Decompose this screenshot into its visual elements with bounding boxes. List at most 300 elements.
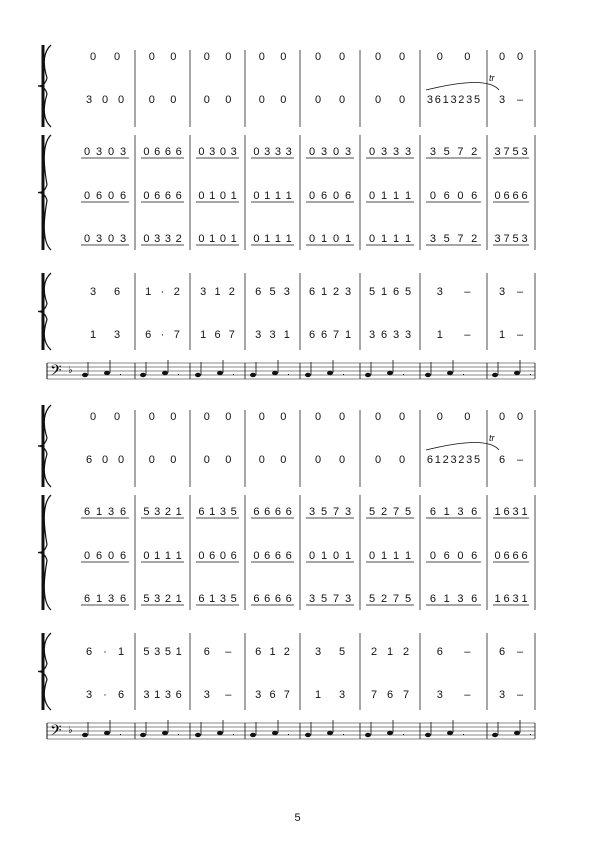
jianpu-note: 0	[253, 550, 260, 562]
jianpu-note: 3	[89, 286, 97, 298]
rest-icon: ․	[287, 367, 291, 377]
bass-note	[272, 731, 278, 735]
jianpu-note: 6	[471, 506, 478, 518]
jianpu-note: 0	[338, 94, 346, 106]
jianpu-note: –	[516, 329, 524, 341]
jianpu-note: 2	[228, 286, 235, 298]
jianpu-note: 2	[164, 506, 171, 518]
jianpu-note: 0	[203, 94, 210, 106]
rest-icon: ․	[342, 367, 346, 377]
jianpu-note: 0	[225, 411, 232, 423]
jianpu-note: 1	[95, 506, 103, 518]
jianpu-note: 1	[117, 646, 125, 658]
jianpu-note: 5	[368, 506, 376, 518]
jianpu-note: –	[516, 646, 524, 658]
jianpu-note: 2	[380, 593, 388, 605]
rest-icon: ․	[402, 367, 406, 377]
jianpu-note: ·	[103, 689, 107, 701]
jianpu-note: 0	[253, 190, 260, 202]
jianpu-note: 3	[404, 146, 412, 158]
jianpu-note: 0	[253, 233, 260, 245]
jianpu-note: 6	[264, 550, 271, 562]
jianpu-note: 1	[443, 593, 450, 605]
jianpu-note: 0	[203, 51, 210, 63]
jianpu-note: 5	[474, 454, 481, 466]
jianpu-note: 6	[274, 506, 281, 518]
rest-icon: ․	[342, 727, 346, 737]
jianpu-note: 5	[164, 646, 171, 658]
jianpu-note: 6	[503, 506, 510, 518]
jianpu-note: 0	[368, 550, 376, 562]
jianpu-note: 0	[464, 411, 471, 423]
jianpu-note: 3	[164, 233, 171, 245]
jianpu-note: 6	[392, 286, 400, 298]
jianpu-note: 3	[209, 146, 216, 158]
jianpu-note: 6	[498, 646, 506, 658]
jianpu-note: 1	[380, 550, 388, 562]
jianpu-note: 6	[308, 286, 316, 298]
jianpu-note: 5	[143, 593, 150, 605]
jianpu-note: 2	[471, 146, 478, 158]
jianpu-note: 5	[512, 146, 519, 158]
jianpu-note: 3	[457, 593, 464, 605]
jianpu-note: 0	[143, 146, 150, 158]
jianpu-note: –	[516, 454, 524, 466]
jianpu-note: 5	[143, 506, 150, 518]
rest-icon: ․	[119, 727, 123, 737]
bass-note	[104, 371, 110, 375]
flat-sign-icon: ♭	[68, 365, 73, 376]
flat-sign-icon: ♭	[68, 725, 73, 736]
jianpu-note: 6	[117, 689, 125, 701]
jianpu-note: 7	[402, 689, 410, 701]
jianpu-note: 1	[145, 286, 152, 298]
jianpu-note: 1	[209, 506, 216, 518]
jianpu-note: 7	[370, 689, 378, 701]
jianpu-note: 3	[154, 233, 161, 245]
jianpu-note: 1	[380, 233, 388, 245]
jianpu-note: 3	[203, 689, 210, 701]
jianpu-note: 3	[457, 506, 464, 518]
jianpu-note: 1	[320, 286, 328, 298]
jianpu-note: 0	[258, 94, 265, 106]
jianpu-note: 7	[283, 689, 290, 701]
jianpu-note: 3	[230, 146, 237, 158]
jianpu-note: 1	[404, 190, 412, 202]
jianpu-note: 0	[368, 146, 376, 158]
jianpu-note: 1	[209, 233, 216, 245]
jianpu-note: 1	[344, 233, 352, 245]
jianpu-note: 6	[198, 506, 205, 518]
jianpu-note: 0	[170, 51, 177, 63]
jianpu-note: 3	[320, 146, 328, 158]
jianpu-note: 0	[374, 94, 382, 106]
jianpu-note: 1	[214, 286, 221, 298]
jianpu-note: 5	[404, 286, 412, 298]
jianpu-note: 7	[392, 593, 400, 605]
jianpu-note: 6	[119, 593, 127, 605]
jianpu-note: 5	[443, 146, 450, 158]
jianpu-note: 3	[436, 286, 443, 298]
jianpu-note: 3	[314, 646, 322, 658]
jianpu-note: 1	[392, 550, 400, 562]
jianpu-note: 0	[143, 550, 150, 562]
jianpu-note: 3	[285, 146, 292, 158]
jianpu-note: –	[464, 689, 471, 701]
jianpu-note: 0	[280, 51, 287, 63]
jianpu-note: 6	[320, 329, 328, 341]
jianpu-note: 1	[392, 233, 400, 245]
jianpu-note: 7	[332, 506, 340, 518]
jianpu-note: 2	[402, 646, 410, 658]
bass-note	[387, 731, 393, 735]
bass-note	[217, 731, 223, 735]
jianpu-note: 6	[285, 593, 292, 605]
bass-note	[217, 371, 223, 375]
jianpu-note: 6	[512, 550, 519, 562]
jianpu-note: 6	[436, 646, 443, 658]
jianpu-note: 6	[85, 646, 93, 658]
jianpu-note: 6	[164, 146, 171, 158]
jianpu-note: 6	[443, 550, 450, 562]
jianpu-note: 0	[107, 550, 115, 562]
jianpu-note: 3	[154, 593, 161, 605]
rest-icon: ․	[462, 727, 466, 737]
jianpu-note: 0	[314, 94, 322, 106]
jianpu-note: 5	[230, 593, 237, 605]
rest-icon: ․	[287, 727, 291, 737]
jianpu-note: 6	[253, 593, 260, 605]
jianpu-note: 1	[404, 233, 412, 245]
jianpu-note: 0	[516, 411, 524, 423]
jianpu-note: ·	[160, 329, 165, 341]
jianpu-note: 5	[230, 506, 237, 518]
jianpu-note: 6	[521, 190, 528, 202]
jianpu-note: 6	[498, 454, 506, 466]
jianpu-note: 6	[434, 94, 441, 106]
jianpu-note: 6	[503, 190, 510, 202]
jianpu-note: 2	[442, 454, 449, 466]
jianpu-note: 0	[308, 550, 316, 562]
jianpu-note: 0	[225, 51, 232, 63]
jianpu-note: 3	[219, 506, 226, 518]
jianpu-note: 0	[258, 411, 265, 423]
jianpu-note: 0	[117, 94, 125, 106]
jianpu-note: 1	[285, 233, 292, 245]
jianpu-note: 6	[426, 454, 433, 466]
jianpu-note: 1	[436, 329, 443, 341]
rest-icon: ․	[529, 367, 533, 377]
jianpu-note: 6	[83, 506, 91, 518]
jianpu-note: 0	[494, 190, 501, 202]
jianpu-note: 6	[443, 190, 450, 202]
jianpu-note: 0	[89, 51, 97, 63]
jianpu-note: 6	[471, 550, 478, 562]
rest-icon: ․	[119, 367, 123, 377]
rest-icon: ․	[402, 727, 406, 737]
jianpu-note: 0	[101, 94, 109, 106]
jianpu-note: 1	[386, 646, 394, 658]
jianpu-note: 6	[83, 593, 91, 605]
jianpu-note: 7	[457, 146, 464, 158]
jianpu-note: 6	[154, 190, 161, 202]
jianpu-note: 1	[521, 506, 528, 518]
jianpu-note: –	[516, 94, 524, 106]
jianpu-note: 6	[85, 454, 93, 466]
jianpu-note: 5	[320, 593, 328, 605]
jianpu-note: 2	[471, 233, 478, 245]
jianpu-note: 7	[457, 233, 464, 245]
jianpu-note: 7	[332, 593, 340, 605]
jianpu-note: –	[225, 689, 232, 701]
jianpu-note: 6	[230, 550, 237, 562]
jianpu-note: 0	[83, 146, 91, 158]
jianpu-note: 3	[308, 593, 316, 605]
jianpu-note: 0	[219, 190, 226, 202]
jianpu-note: 3	[436, 689, 443, 701]
jianpu-note: 0	[429, 190, 436, 202]
jianpu-note: 5	[404, 593, 412, 605]
jianpu-note: 0	[83, 550, 91, 562]
jianpu-note: 6	[175, 689, 182, 701]
jianpu-note: 6	[203, 646, 210, 658]
jianpu-note: 3	[344, 506, 352, 518]
jianpu-note: 5	[320, 506, 328, 518]
jianpu-note: 3	[344, 593, 352, 605]
rest-icon: ․	[232, 367, 236, 377]
jianpu-note: 6	[198, 593, 205, 605]
jianpu-note: 1	[404, 550, 412, 562]
jianpu-note: 0	[368, 190, 376, 202]
jianpu-note: 0	[429, 550, 436, 562]
jianpu-note: 3	[119, 233, 127, 245]
jianpu-note: 3	[119, 146, 127, 158]
bass-note	[250, 373, 256, 377]
jianpu-note: 3	[85, 689, 93, 701]
jianpu-note: 5	[368, 593, 376, 605]
jianpu-note: 0	[170, 411, 177, 423]
jianpu-note: 5	[143, 646, 150, 658]
jianpu-note: 0	[398, 51, 406, 63]
jianpu-note: 0	[107, 146, 115, 158]
jianpu-note: 6	[113, 286, 121, 298]
jianpu-note: 1	[344, 550, 352, 562]
jianpu-note: 3	[494, 146, 501, 158]
jianpu-note: 3	[283, 286, 290, 298]
jianpu-note: 6	[471, 593, 478, 605]
tie-arc	[426, 83, 499, 91]
jianpu-note: 7	[173, 329, 180, 341]
jianpu-note: 3	[274, 146, 281, 158]
bass-note	[162, 371, 168, 375]
jianpu-note: 0	[219, 146, 226, 158]
rest-icon: ․	[232, 727, 236, 737]
jianpu-note: 1	[283, 329, 290, 341]
jianpu-note: 5	[474, 94, 481, 106]
jianpu-note: 1	[164, 550, 171, 562]
jianpu-note: 0	[113, 51, 121, 63]
jianpu-note: 0	[314, 454, 322, 466]
jianpu-note: ·	[103, 646, 107, 658]
jianpu-note: 0	[198, 233, 205, 245]
jianpu-note: 6	[209, 550, 216, 562]
jianpu-note: 6	[274, 550, 281, 562]
jianpu-note: 1	[200, 329, 207, 341]
jianpu-note: 3	[429, 233, 436, 245]
jianpu-note: 2	[458, 94, 465, 106]
bass-note	[195, 733, 201, 737]
bass-note	[305, 373, 311, 377]
jianpu-note: 1	[209, 593, 216, 605]
jianpu-note: 1	[95, 593, 103, 605]
jianpu-note: 7	[392, 506, 400, 518]
jianpu-note: 0	[374, 51, 382, 63]
jianpu-note: 1	[89, 329, 97, 341]
bass-note	[425, 373, 431, 377]
jianpu-note: 0	[258, 51, 265, 63]
jianpu-note: 5	[269, 286, 276, 298]
jianpu-note: 6	[429, 593, 436, 605]
jianpu-note: 3	[308, 506, 316, 518]
jianpu-note: –	[516, 286, 524, 298]
trill-mark: tr	[489, 73, 495, 83]
jianpu-note: 6	[119, 506, 127, 518]
jianpu-note: 0	[143, 190, 150, 202]
jianpu-note: 1	[175, 550, 182, 562]
jianpu-note: 1	[442, 94, 449, 106]
jianpu-note: 6	[255, 286, 262, 298]
jianpu-note: 1	[443, 506, 450, 518]
jianpu-note: 3	[512, 506, 519, 518]
jianpu-note: 0	[314, 411, 322, 423]
jianpu-note: 0	[516, 51, 524, 63]
jianpu-note: 1	[175, 506, 182, 518]
jianpu-note: 3	[200, 286, 207, 298]
page-number: 5	[294, 812, 301, 824]
jianpu-note: 0	[148, 454, 155, 466]
jianpu-note: 0	[498, 51, 506, 63]
jianpu-note: 6	[521, 550, 528, 562]
bass-note	[82, 733, 88, 737]
jianpu-note: 1	[494, 506, 501, 518]
jianpu-note: 6	[285, 550, 292, 562]
jianpu-note: 3	[95, 146, 103, 158]
jianpu-note: 0	[203, 411, 210, 423]
jianpu-note: 3	[498, 689, 506, 701]
bass-note	[514, 731, 520, 735]
jianpu-note: 7	[228, 329, 235, 341]
jianpu-note: 0	[398, 94, 406, 106]
bass-clef-icon: 𝄢	[50, 722, 62, 743]
jianpu-note: 1	[521, 593, 528, 605]
jianpu-note: 7	[503, 233, 510, 245]
jianpu-note: 3	[368, 329, 376, 341]
jianpu-note: 3	[154, 506, 161, 518]
bass-note	[327, 731, 333, 735]
jianpu-note: 0	[219, 550, 226, 562]
jianpu-note: 0	[464, 51, 471, 63]
jianpu-note: 0	[338, 411, 346, 423]
jianpu-note: 1	[230, 233, 237, 245]
jianpu-note: 3	[85, 94, 93, 106]
jianpu-note: 0	[107, 190, 115, 202]
jianpu-note: 6	[154, 146, 161, 158]
jianpu-note: –	[225, 646, 232, 658]
jianpu-note: 1	[314, 689, 322, 701]
bass-note	[492, 373, 498, 377]
jianpu-note: 6	[503, 550, 510, 562]
jianpu-note: 6	[429, 506, 436, 518]
jianpu-note: 6	[503, 593, 510, 605]
jianpu-note: 3	[521, 146, 528, 158]
rest-icon: ․	[462, 367, 466, 377]
jianpu-note: 0	[280, 454, 287, 466]
jianpu-note: 3	[95, 233, 103, 245]
jianpu-note: 0	[332, 233, 340, 245]
jianpu-note: 0	[170, 94, 177, 106]
jianpu-note: 0	[198, 190, 205, 202]
jianpu-note: 3	[494, 233, 501, 245]
jianpu-note: 0	[338, 454, 346, 466]
jianpu-note: 0	[253, 146, 260, 158]
bass-note	[250, 733, 256, 737]
jianpu-note: 0	[308, 146, 316, 158]
jianpu-note: 0	[280, 411, 287, 423]
bass-note	[104, 731, 110, 735]
jianpu-note: 2	[173, 286, 180, 298]
jianpu-note: 0	[117, 454, 125, 466]
jianpu-note: 5	[404, 506, 412, 518]
jianpu-note: 0	[457, 550, 464, 562]
jianpu-note: 0	[148, 411, 155, 423]
jianpu-note: 2	[458, 454, 465, 466]
jianpu-note: 1	[320, 550, 328, 562]
jianpu-note: 6	[380, 329, 388, 341]
jianpu-note: 0	[457, 190, 464, 202]
jianpu-note: 6	[119, 190, 127, 202]
jianpu-note: 1	[498, 329, 506, 341]
jianpu-note: 6	[145, 329, 152, 341]
jianpu-note: 6	[164, 190, 171, 202]
jianpu-note: 2	[283, 646, 290, 658]
jianpu-note: 3	[521, 233, 528, 245]
jianpu-note: 0	[225, 94, 232, 106]
bass-note	[140, 373, 146, 377]
jianpu-note: 3	[498, 286, 506, 298]
bass-note	[140, 733, 146, 737]
jianpu-note: 1	[344, 329, 352, 341]
jianpu-note: 6	[214, 329, 221, 341]
jianpu-note: 0	[83, 233, 91, 245]
bass-note	[447, 371, 453, 375]
jianpu-note: 3	[107, 506, 115, 518]
jianpu-note: 6	[344, 190, 352, 202]
jianpu-note: 6	[269, 689, 276, 701]
jianpu-note: 0	[101, 454, 109, 466]
jianpu-note: 6	[264, 506, 271, 518]
jianpu-note: 1	[154, 689, 161, 701]
jianpu-note: 0	[436, 411, 443, 423]
jianpu-note: 1	[154, 550, 161, 562]
bass-note	[387, 371, 393, 375]
bass-note	[425, 733, 431, 737]
jianpu-note: 1	[175, 593, 182, 605]
jianpu-note: 6	[512, 190, 519, 202]
jianpu-note: 1	[269, 646, 276, 658]
jianpu-note: 0	[225, 454, 232, 466]
jianpu-note: 0	[338, 51, 346, 63]
jianpu-note: 3	[512, 593, 519, 605]
